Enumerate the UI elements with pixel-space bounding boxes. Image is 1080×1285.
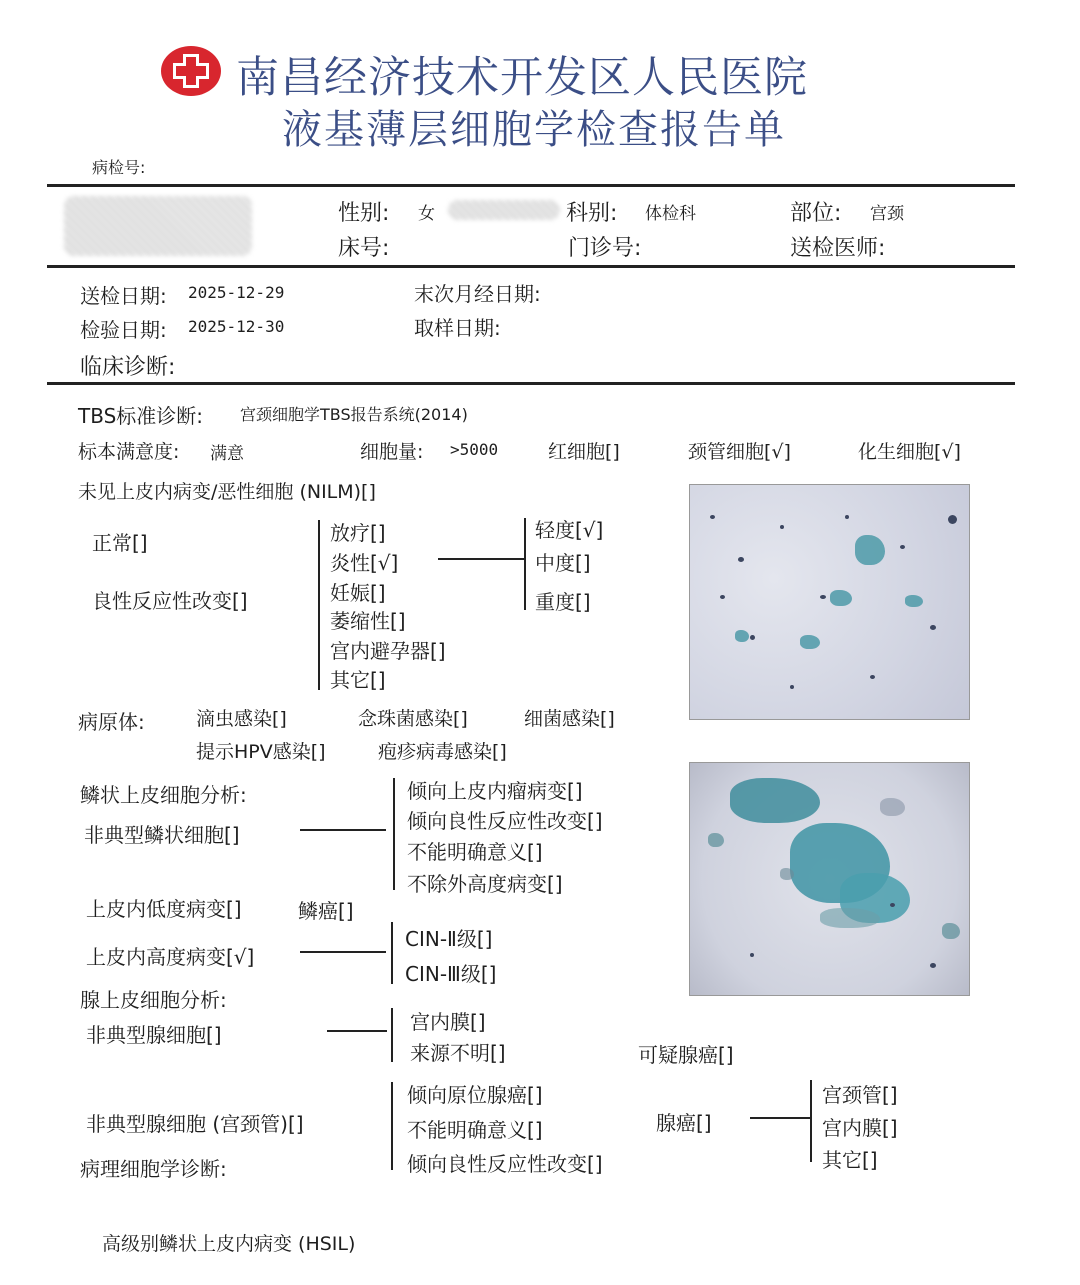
- adeno-connector: [750, 1117, 810, 1119]
- cause-other: 其它[]: [330, 668, 386, 692]
- report-title: 液基薄层细胞学检查报告单: [282, 107, 786, 153]
- site-label: 部位:: [790, 201, 842, 226]
- candida-item: 念珠菌感染[]: [358, 708, 468, 730]
- cin-2: CIN-Ⅱ级[]: [405, 927, 493, 951]
- benign-bracket: [318, 520, 320, 690]
- ascus-bracket: [393, 778, 395, 890]
- cell-count-label: 细胞量:: [360, 441, 424, 463]
- ascus-connector: [300, 829, 386, 831]
- pathogen-label: 病原体:: [78, 710, 145, 734]
- glandular-label: 腺上皮细胞分析:: [80, 988, 227, 1012]
- adeno-bracket: [810, 1080, 812, 1162]
- cin-bracket: [391, 922, 393, 984]
- doctor-label: 送检医师:: [790, 236, 886, 261]
- diagnosis-label: 病理细胞学诊断:: [80, 1157, 227, 1181]
- satisfaction-label: 标本满意度:: [78, 441, 180, 463]
- hpv-item: 提示HPV感染[]: [196, 741, 326, 763]
- adeno-cervical: 宫颈管[]: [822, 1083, 898, 1107]
- grade-bracket: [524, 518, 526, 610]
- agc-cervical-bracket: [391, 1082, 393, 1170]
- clinical-dx-label: 临床诊断:: [80, 355, 176, 380]
- outpatient-label: 门诊号:: [568, 236, 642, 261]
- satisfaction-value: 满意: [210, 444, 244, 464]
- cause-pregnancy: 妊娠[]: [330, 581, 386, 605]
- gender-value: 女: [418, 204, 435, 224]
- inspect-date-label: 检验日期:: [80, 318, 167, 342]
- cause-radiation: 放疗[]: [330, 521, 386, 545]
- cause-iud: 宫内避孕器[]: [330, 639, 446, 663]
- cause-inflammation: 炎性[√]: [330, 551, 399, 575]
- gender-label: 性别:: [338, 201, 390, 226]
- sampling-date-label: 取样日期:: [414, 316, 501, 340]
- squamous-label: 鳞状上皮细胞分析:: [80, 783, 247, 807]
- inspect-date-value: 2025-12-30: [188, 317, 285, 336]
- submit-date-label: 送检日期:: [80, 284, 167, 308]
- rbc-item: 红细胞[]: [548, 441, 620, 463]
- scc-item: 鳞癌[]: [298, 899, 354, 923]
- divider-dates: [47, 382, 1015, 385]
- cytology-image-2: [689, 762, 970, 996]
- hsil-connector: [300, 951, 386, 953]
- trichomonas-item: 滴虫感染[]: [196, 708, 287, 730]
- ascus-option-2: 倾向良性反应性改变[]: [407, 809, 603, 833]
- divider-patient: [47, 265, 1015, 268]
- tbs-label: TBS标准诊断:: [78, 404, 204, 428]
- endocervical-item: 颈管细胞[√]: [688, 441, 791, 463]
- grade-mild: 轻度[√]: [535, 518, 604, 542]
- department-value: 体检科: [645, 204, 696, 224]
- ascus-option-4: 不除外高度病变[]: [407, 872, 563, 896]
- cin-3: CIN-Ⅲ级[]: [405, 962, 497, 986]
- hsil-item: 上皮内高度病变[√]: [86, 945, 255, 969]
- agc-connector: [327, 1030, 387, 1032]
- suspect-adeno-item: 可疑腺癌[]: [638, 1043, 734, 1067]
- site-value: 宫颈: [870, 204, 904, 224]
- agc-unknown: 来源不明[]: [410, 1041, 506, 1065]
- lmp-label: 末次月经日期:: [414, 282, 541, 306]
- grade-connector: [438, 558, 524, 560]
- tbs-system: 宫颈细胞学TBS报告系统(2014): [240, 405, 468, 424]
- agc-cervical-option-1: 倾向原位腺癌[]: [407, 1083, 543, 1107]
- herpes-item: 疱疹病毒感染[]: [378, 741, 507, 763]
- adeno-item: 腺癌[]: [656, 1111, 712, 1135]
- metaplastic-item: 化生细胞[√]: [858, 441, 961, 463]
- agc-item: 非典型腺细胞[]: [86, 1023, 222, 1047]
- redacted-age: [448, 200, 560, 220]
- ascus-option-3: 不能明确意义[]: [407, 840, 543, 864]
- grade-severe: 重度[]: [535, 590, 591, 614]
- pathology-no-label: 病检号:: [92, 158, 146, 177]
- adeno-other: 其它[]: [822, 1148, 878, 1172]
- agc-cervical-option-2: 不能明确意义[]: [407, 1118, 543, 1142]
- divider-top: [47, 184, 1015, 187]
- redacted-name: [64, 196, 252, 256]
- department-label: 科别:: [566, 201, 618, 226]
- agc-endometrial: 宫内膜[]: [410, 1010, 486, 1034]
- adeno-endometrial: 宫内膜[]: [822, 1116, 898, 1140]
- cytology-image-1: [689, 484, 970, 720]
- agc-bracket: [391, 1008, 393, 1062]
- grade-moderate: 中度[]: [535, 551, 591, 575]
- cell-count-value: >5000: [450, 440, 499, 459]
- diagnosis-result: 高级别鳞状上皮内病变 (HSIL): [102, 1233, 356, 1255]
- agc-cervical-item: 非典型腺细胞 (宫颈管)[]: [86, 1112, 304, 1136]
- lsil-item: 上皮内低度病变[]: [86, 897, 242, 921]
- normal-item: 正常[]: [92, 531, 148, 555]
- bacterial-item: 细菌感染[]: [524, 708, 615, 730]
- bed-label: 床号:: [338, 236, 390, 261]
- hospital-name: 南昌经济技术开发区人民医院: [236, 53, 808, 103]
- hospital-cross-logo: [160, 45, 222, 97]
- nilm-item: 未见上皮内病变/恶性细胞 (NILM)[]: [78, 481, 376, 503]
- ascus-item: 非典型鳞状细胞[]: [84, 823, 240, 847]
- submit-date-value: 2025-12-29: [188, 283, 285, 302]
- agc-cervical-option-3: 倾向良性反应性改变[]: [407, 1152, 603, 1176]
- cause-atrophy: 萎缩性[]: [330, 609, 406, 633]
- reactive-item: 良性反应性改变[]: [92, 589, 248, 613]
- ascus-option-1: 倾向上皮内瘤病变[]: [407, 779, 583, 803]
